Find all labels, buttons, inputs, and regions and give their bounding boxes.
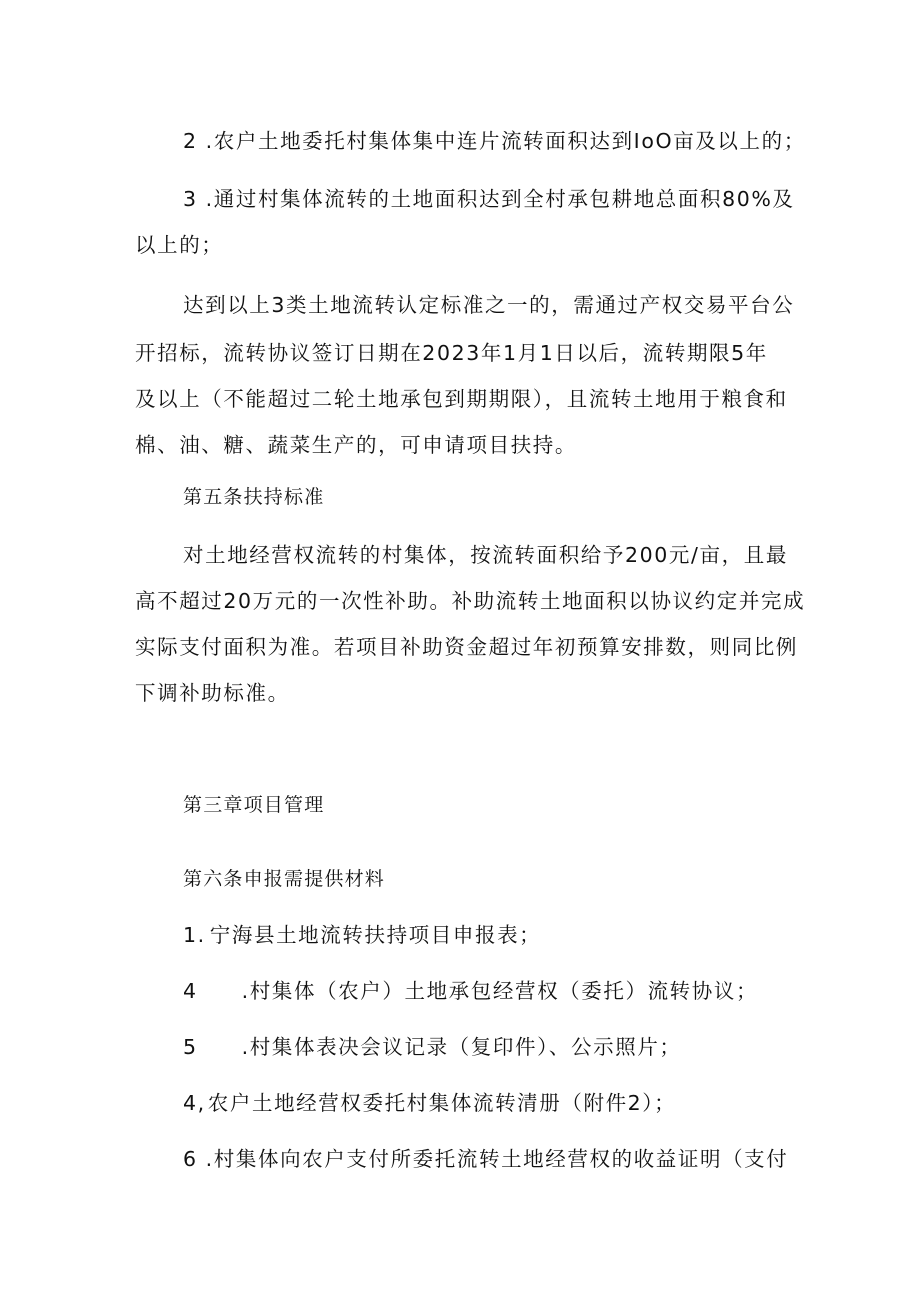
- material-item-4: [183, 1090, 676, 1116]
- item-text: .村集体表决会议记录（复印件）、公示照片；: [241, 1035, 682, 1059]
- item-text: .村集体向农户支付所委托流转土地经营权的收益证明（支付: [205, 1147, 789, 1171]
- item-number: 6: [183, 1147, 198, 1171]
- item-text: 农户土地经营权委托村集体流转清册（附件2）；: [207, 1091, 677, 1115]
- item-number: 5: [183, 1035, 198, 1059]
- paragraph-1-line: 棉、油、糖、蔬菜生产的，可申请项目扶持。: [135, 433, 577, 457]
- item-text: .农户土地委托村集体集中连片流转面积达到IoO亩及以上的；: [205, 129, 806, 153]
- article-5-heading: 第五条扶持标准: [183, 486, 325, 508]
- material-item-3: [183, 1034, 682, 1060]
- item-text: .村集体（农户）土地承包经营权（委托）流转协议；: [241, 979, 759, 1003]
- item-number: 3: [183, 187, 198, 211]
- paragraph-1-line: 开招标，流转协议签订日期在2023年1月1日以后，流转期限5年: [135, 341, 768, 365]
- item-number: 2: [183, 129, 198, 153]
- article-6-heading: 第六条申报需提供材料: [183, 868, 386, 890]
- paragraph-2-line: 实际支付面积为准。若项目补助资金超过年初预算安排数，则同比例: [135, 635, 798, 659]
- item-number: 1.: [183, 923, 206, 947]
- paragraph-2-line: 高不超过20万元的一次性补助。补助流转土地面积以协议约定并完成: [135, 589, 806, 613]
- paragraph-2-line: 对土地经营权流转的村集体，按流转面积给予200元/亩，且最: [183, 543, 788, 567]
- item-text: .通过村集体流转的土地面积达到全村承包耕地总面积80%及: [205, 187, 795, 211]
- item-number: 4: [183, 979, 198, 1003]
- paragraph-1-line: 及以上（不能超过二轮土地承包到期期限），且流转土地用于粮食和: [135, 387, 788, 411]
- item-number: 4,: [183, 1091, 206, 1115]
- material-item-2: [183, 978, 758, 1004]
- paragraph-2-line: 下调补助标准。: [135, 681, 290, 705]
- chapter-3-heading: 第三章项目管理: [183, 794, 325, 816]
- item-text: 宁海县土地流转扶持项目申报表；: [209, 923, 542, 947]
- criteria-item-2: [183, 128, 806, 154]
- criteria-item-3-continuation: 以上的；: [135, 233, 224, 257]
- paragraph-1-line: 达到以上3类土地流转认定标准之一的，需通过产权交易平台公: [183, 293, 795, 317]
- criteria-item-3: [183, 186, 795, 212]
- material-item-5: [183, 1146, 788, 1172]
- material-item-1: [183, 922, 541, 948]
